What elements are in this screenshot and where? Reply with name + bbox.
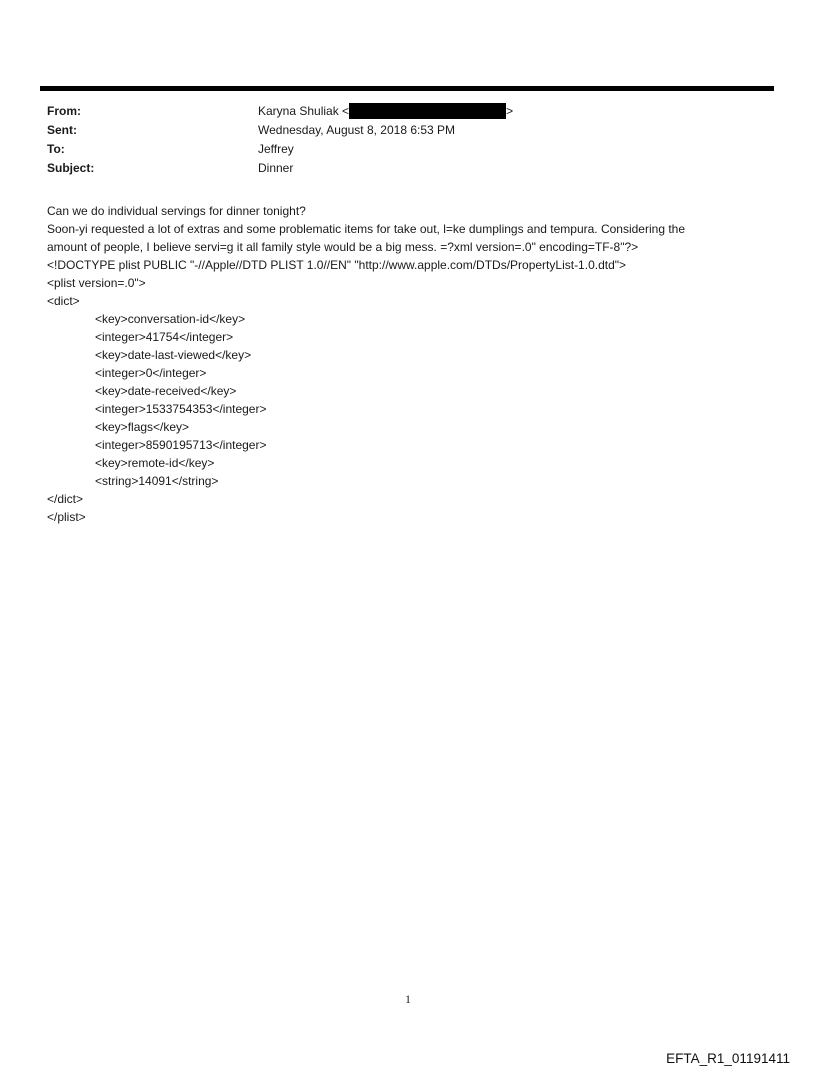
body-line: <!DOCTYPE plist PUBLIC "-//Apple//DTD PLIST 1.0//EN" "http://www.apple.com/DTDs/PropertyList-1.0.dtd"> [47,258,627,272]
body-line: <dict> [47,294,80,308]
body-line: </plist> [47,510,86,524]
page-number: 1 [405,992,411,1006]
subject-value: Dinner [258,161,294,175]
body-line: amount of people, I believe servi=g it all family style would be a big mess. =?xml version=.0" encoding=TF-8"?> [47,240,639,254]
from-row [47,102,767,121]
body-line: <integer>0</integer> [47,366,207,380]
body-line: <key>remote-id</key> [47,456,215,470]
body-line: <key>conversation-id</key> [47,312,246,326]
redaction-bar [349,103,506,119]
to-value: Jeffrey [258,142,294,156]
sent-label: Sent: [47,123,77,137]
body-line: Can we do individual servings for dinner tonight? [47,204,306,218]
body-line: <key>date-received</key> [47,384,237,398]
body-line: </dict> [47,492,84,506]
body-line: <integer>1533754353</integer> [47,402,267,416]
header-divider-rule [40,86,774,91]
sender-name: Karyna Shuliak < [258,104,350,118]
sent-value: Wednesday, August 8, 2018 6:53 PM [258,123,456,137]
subject-row [47,159,767,178]
body-line: <plist version=.0"> [47,276,146,290]
body-line: <integer>41754</integer> [47,330,234,344]
sent-row [47,121,767,140]
to-row [47,140,767,159]
email-header [47,102,767,178]
body-line: Soon-yi requested a lot of extras and some problematic items for take out, l=ke dumplings and tempura. Considering the [47,222,686,236]
to-label: To: [47,142,65,156]
body-line: <integer>8590195713</integer> [47,438,267,452]
subject-label: Subject: [47,161,95,175]
from-close-bracket: > [506,104,514,118]
body-line: <key>date-last-viewed</key> [47,348,252,362]
from-label: From: [47,104,81,118]
from-value [258,102,513,121]
body-line: <string>14091</string> [47,474,219,488]
bates-number: EFTA_R1_01191411 [666,1051,790,1066]
body-line: <key>flags</key> [47,420,190,434]
email-body [47,202,777,526]
